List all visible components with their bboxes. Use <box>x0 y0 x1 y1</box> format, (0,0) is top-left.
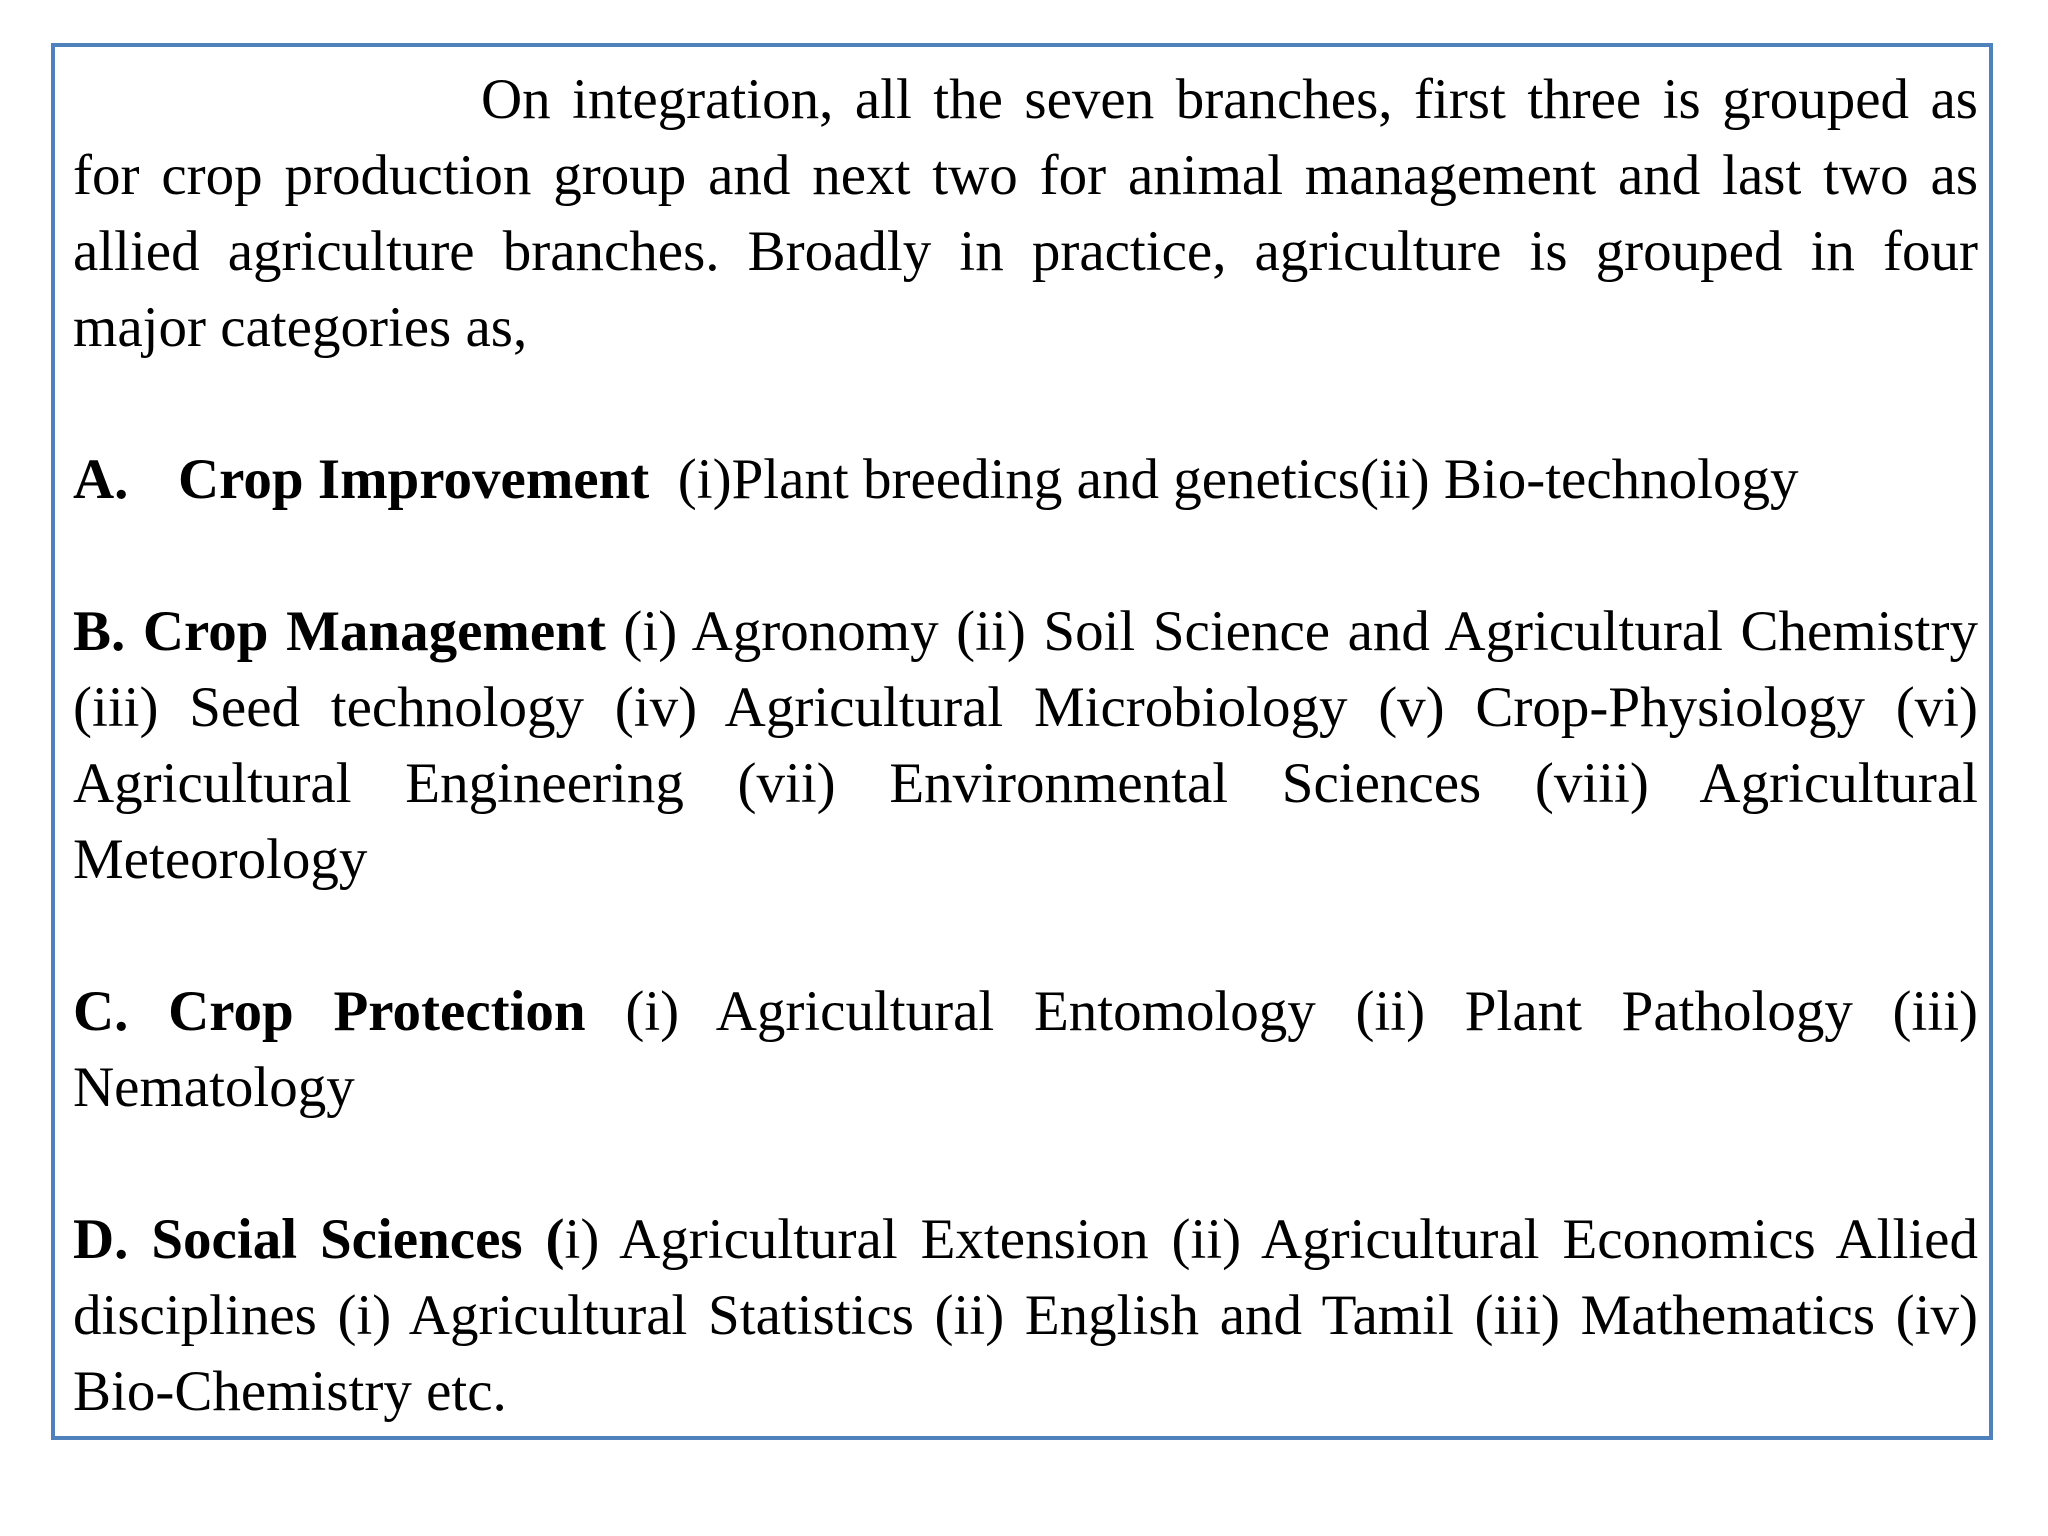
category-items: (i) Agronomy (ii) Soil Science and Agricultural Chemistry (iii) Seed technology (iv) Agricultural Microbiology (v) Crop-Physiology (vi) Agricultural Engineering (vii) Environmental Sciences (viii) Agricultural Meteorology <box>73 600 1978 891</box>
category-letter: C. <box>73 980 129 1043</box>
category-title: Social Sciences ( <box>151 1208 565 1271</box>
category-items: i) Agricultural Extension (ii) Agricultural Economics Allied disciplines (i) Agricultural Statistics (ii) English and Tamil (iii) Mathematics (iv) Bio-Chemistry etc. <box>73 1208 1978 1423</box>
category-crop-protection <box>73 974 1978 1126</box>
category-letter: A. <box>73 448 129 511</box>
category-crop-improvement <box>73 442 1978 518</box>
category-letter: B. <box>73 600 126 663</box>
category-social-sciences <box>73 1202 1978 1430</box>
category-items: (i) Agricultural Entomology (ii) Plant Pathology (iii) Nematology <box>73 980 1979 1119</box>
category-letter: D. <box>73 1208 129 1271</box>
intro-paragraph: On integration, all the seven branches, first three is grouped as for crop production group and next two for animal management and last two as allied agriculture branches. Broadly in practice, agriculture is grouped in four major categories as, <box>73 68 1978 359</box>
category-title: Crop Improvement <box>178 448 650 511</box>
category-crop-management <box>73 594 1978 898</box>
document-body <box>73 62 1978 1430</box>
category-items: (i)Plant breeding and genetics(ii) Bio-technology <box>677 448 1799 511</box>
category-title: Crop Protection <box>168 980 586 1043</box>
category-title: Crop Management <box>142 600 606 663</box>
